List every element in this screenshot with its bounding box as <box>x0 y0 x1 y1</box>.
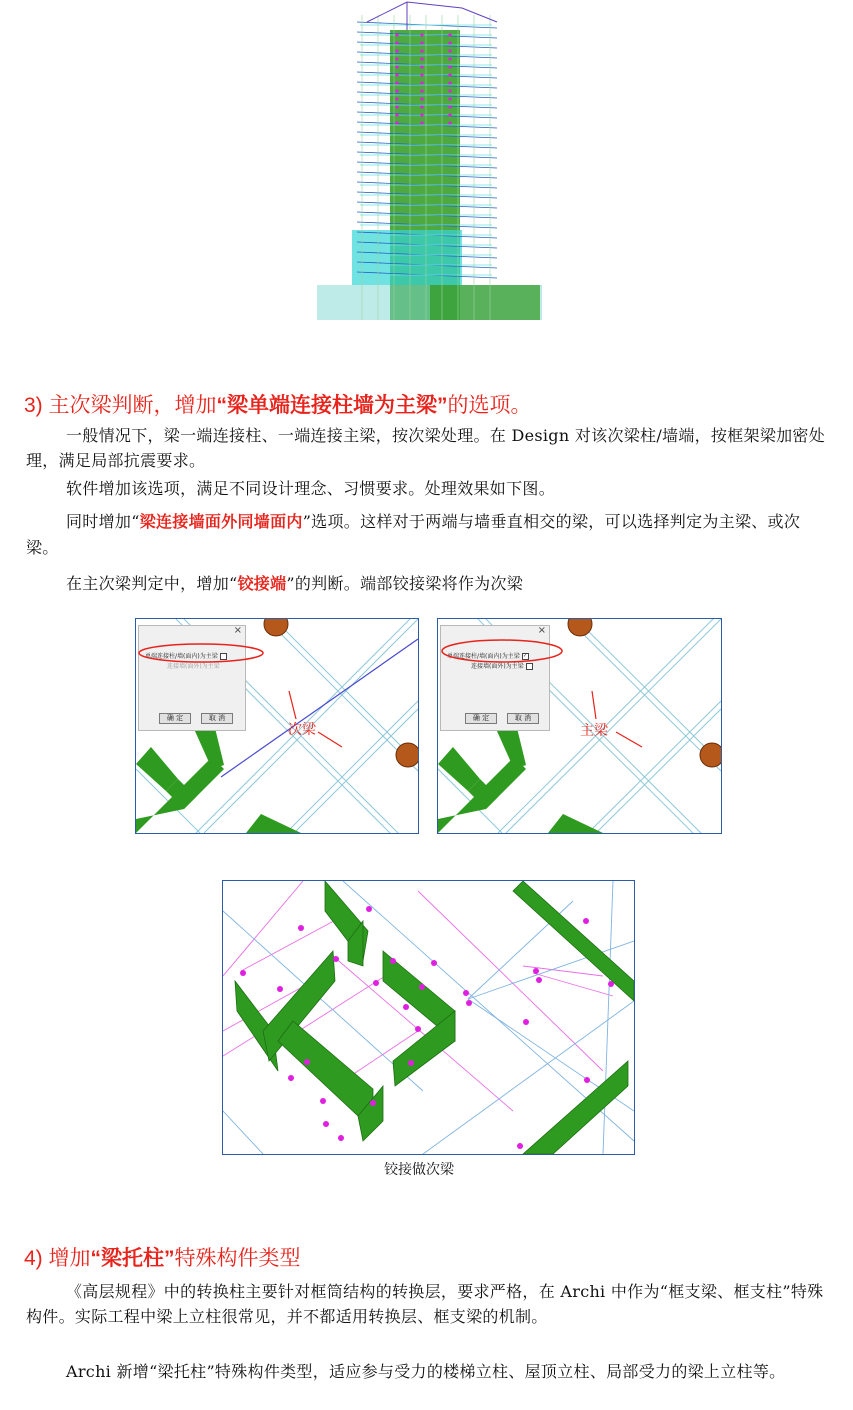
option-highlight: 梁连接墙面外同墙面内 <box>139 514 303 531</box>
building-3d-model <box>312 0 544 325</box>
section-3-paragraph-1: 一般情况下，梁一端连接柱、一端连接主梁，按次梁处理。在 Design 对该次梁柱/墙端，按框架梁加密处理，满足局部抗震要求。 <box>26 426 826 470</box>
section-3-title-post: 的选项。 <box>447 394 532 417</box>
cancel-button[interactable]: 取 消 <box>507 713 539 724</box>
section-3-paragraph-4: 在主次梁判定中，增加“铰接端”的判断。端部铰接梁将作为次梁 <box>66 574 524 593</box>
secondary-beam-annotation: 次梁 <box>288 722 316 738</box>
section-3-title-pre: 主次梁判断，增加 <box>48 394 217 417</box>
option-wall-out-plane-label: 连接墙(面外)为主梁 <box>167 663 220 670</box>
section-3-title-highlight: “梁单端连接柱墙为主梁” <box>216 394 448 417</box>
ok-button[interactable]: 确 定 <box>465 713 497 724</box>
option-wall-out-plane-label: 连接墙(面外)为主梁 <box>471 663 524 670</box>
section-4-paragraph-2: Archi 新增“梁托柱”特殊构件类型，适应参与受力的楼梯立柱、屋顶立柱、局部受力的梁上立柱等。 <box>66 1362 786 1381</box>
option-main-beam-checkbox-checked[interactable]: ✓ <box>523 653 528 659</box>
hinge-highlight: 铰接端 <box>237 576 287 593</box>
section-4-number: 4) <box>24 1247 43 1270</box>
option-main-beam-label: 单端连接柱/墙(面内)为主梁 <box>447 653 520 660</box>
highlight-ellipse-left <box>136 619 418 833</box>
section-4-paragraph-1: 《高层规程》中的转换柱主要针对框筒结构的转换层，要求严格，在 Archi 中作为“框支梁、框支柱”特殊构件。实际工程中梁上立柱很常见，并不都适用转换层、框支梁的机制。 <box>26 1282 824 1326</box>
section-3-paragraph-3: 同时增加“梁连接墙面外同墙面内”选项。这样对于两端与墙垂直相交的梁，可以选择判定为主梁、或次梁。 <box>26 512 801 557</box>
section-3-paragraph-2: 软件增加该选项，满足不同设计理念、习惯要求。处理效果如下图。 <box>66 479 556 498</box>
figure-secondary-beam <box>135 618 419 834</box>
option-main-beam-label: 单端连接柱/墙(面内)为主梁 <box>145 653 218 660</box>
section-3-number: 3) <box>24 394 43 417</box>
section-4-title-highlight: “梁托柱” <box>90 1247 175 1270</box>
main-beam-annotation: 主梁 <box>580 723 608 739</box>
figure-main-beam <box>437 618 722 834</box>
section-4-title-pre: 增加 <box>48 1247 91 1270</box>
section-4-title-post: 特殊构件类型 <box>174 1247 301 1270</box>
figure-hinge-secondary <box>222 880 635 1155</box>
section-3-heading <box>24 389 532 419</box>
cancel-button[interactable]: 取 消 <box>201 713 233 724</box>
hinge-figure-caption: 铰接做次梁 <box>384 1162 454 1178</box>
close-icon[interactable]: × <box>537 625 546 636</box>
ok-button[interactable]: 确 定 <box>159 713 191 724</box>
section-4-heading <box>24 1242 301 1272</box>
close-icon[interactable]: × <box>233 625 242 636</box>
hinge-plan-view <box>223 881 634 1154</box>
